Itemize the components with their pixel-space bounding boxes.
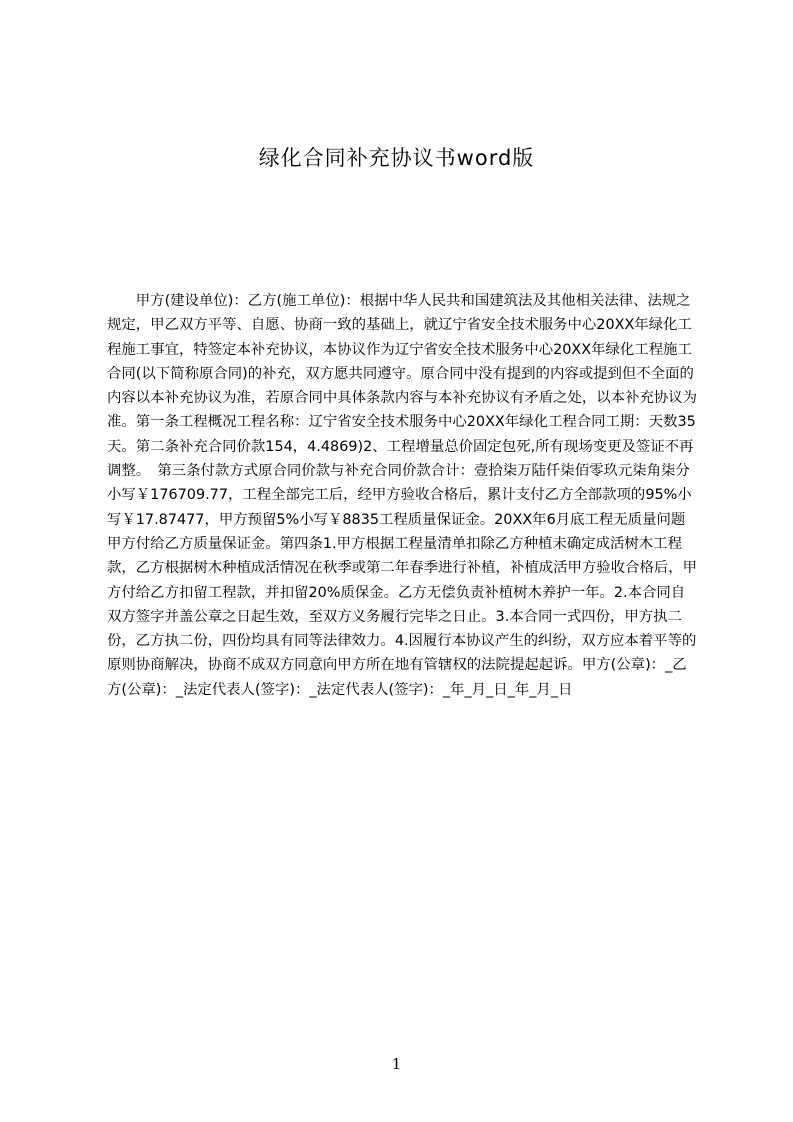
page-number: 1 xyxy=(391,1055,402,1073)
agreement-body-text: 甲方(建设单位)：乙方(施工单位)：根据中华人民共和国建筑法及其他相关法律、法规之规定，甲乙双方平等、自愿、协商一致的基础上，就辽宁省安全技术服务中心20XX年绿化工程施工事宜，特签定本补充协议，本协议作为辽宁省安全技术服务中心20XX年绿化工程施工合同(以下简称原合同)的补充，双方愿共同遵守。原合同中没有提到的内容或提到但不全面的内容以本补充协议为准，若原合同中具体条款内容与本补充协议有矛盾之处，以本补充协议为准。第一条工程概况工程名称：辽宁省安全技术服务中心20XX年绿化工程合同工期：天数35天。第二条补充合同价款154，4.4869)2、工程增量总价固定包死,所有现场变更及签证不再调整。 第三条付款方式原合同价款与补充合同价款合计：壹拾柒万陆仟柒佰零玖元柒角柒分小写￥176709.77，工程全部完工后，经甲方验收合格后，累计支付乙方全部款项的95%小写￥17.87477，甲方预留5%小写￥8835工程质量保证金。20XX年6月底工程无质量问题甲方付给乙方质量保证金。第四条1.甲方根据工程量清单扣除乙方种植未确定成活树木工程款，乙方根据树木种植成活情况在秋季或第二年春季进行补植，补植成活甲方验收合格后，甲方付给乙方扣留工程款，并扣留20%质保金。乙方无偿负责补植树木养护一年。2.本合同自双方签字并盖公章之日起生效，至双方义务履行完毕之日止。3.本合同一式四份，甲方执二份，乙方执二份，四份均具有同等法律效力。4.因履行本协议产生的纠纷，双方应本着平等的原则协商解决，协商不成双方同意向甲方所在地有管辖权的法院提起起诉。甲方(公章)：_乙方(公章)：_法定代表人(签字)：_法定代表人(签字)：_年_月_日_年_月_日 xyxy=(107,293,698,698)
document-title: 绿化合同补充协议书word版 xyxy=(258,146,535,170)
